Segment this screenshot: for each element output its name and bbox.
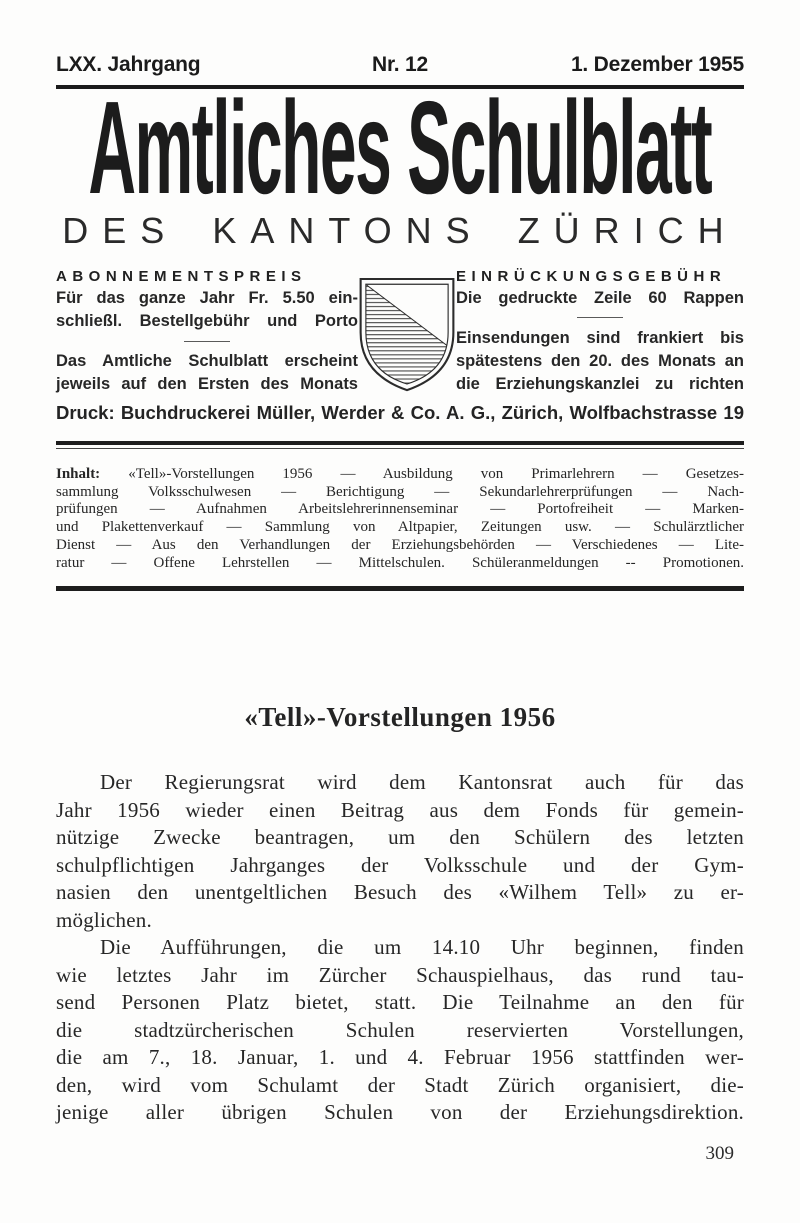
toc-line: ratur — Offene Lehrstellen — Mittelschulen. Schüleranmeldungen -- Promotionen. (56, 554, 744, 571)
divider (184, 341, 230, 342)
toc-line: Dienst — Aus den Verhandlungen der Erziehungsbehörden — Verschiedenes — Lite- (56, 536, 744, 553)
insertion-fee-line: Die gedruckte Zeile 60 Rappen (456, 289, 744, 307)
newspaper-title-text: Amtliches Schulblatt (88, 74, 712, 221)
issue-number: Nr. 12 (372, 53, 429, 76)
insertion-fee-heading: EINRÜCKUNGSGEBÜHR (456, 268, 727, 285)
toc-line: und Plakettenverkauf — Sammlung von Altpapier, Zeitungen usw. — Schulärztlicher (56, 519, 744, 536)
article-body (56, 769, 744, 1127)
submission-line: Einsendungen sind frankiert bis (456, 329, 744, 347)
newspaper-subtitle: DES KANTONS ZÜRICH (62, 210, 738, 251)
paragraph-line: die stadtzürcherischen Schulen reservierten Vorstellungen, (56, 1017, 744, 1042)
page-number: 309 (705, 1143, 734, 1164)
toc-label: Inhalt: (56, 466, 101, 482)
paragraph-line: Jahr 1956 wieder einen Beitrag aus dem Fonds für gemein- (56, 797, 744, 822)
paragraph-line: nützige Zwecke beantragen, um den Schülern des letzten (56, 825, 744, 850)
volume-label: LXX. Jahrgang (56, 53, 201, 76)
paragraph-line: nasien den unentgeltlichen Besuch des «Wilhem Tell» zu er- (56, 880, 744, 905)
subscription-heading: ABONNEMENTSPREIS (56, 268, 307, 285)
paragraph-line: send Personen Platz bietet, statt. Die Teilnahme an den für (56, 990, 744, 1015)
article-title: «Tell»-Vorstellungen 1956 (244, 702, 556, 733)
imprint-block (56, 267, 744, 400)
publication-line: jeweils auf den Ersten des Monats (56, 375, 358, 393)
table-of-contents (56, 466, 744, 572)
subscription-line: Für das ganze Jahr Fr. 5.50 ein- (56, 289, 358, 307)
toc-line (56, 466, 744, 484)
toc-line: prüfungen — Aufnahmen Arbeitslehrerinnenseminar — Portofreiheit — Marken- (56, 501, 744, 518)
paragraph-line: Der Regierungsrat wird dem Kantonsrat auch für das (100, 770, 744, 795)
divider (577, 317, 623, 318)
toc-text: «Tell»-Vorstellungen 1956 — Ausbildung von Primarlehrern — Gesetzes- (128, 466, 744, 482)
paragraph-line: die am 7., 18. Januar, 1. und 4. Februar 1956 stattfinden wer- (56, 1045, 744, 1070)
subscription-line: schließl. Bestellgebühr und Porto (56, 312, 358, 330)
paragraph-line: möglichen. (56, 907, 152, 932)
newspaper-title (56, 74, 744, 221)
subscription-info (56, 267, 358, 400)
paragraph-line: Die Aufführungen, die um 14.10 Uhr beginnen, finden (100, 935, 744, 960)
zurich-coat-of-arms-icon (358, 267, 456, 400)
paragraph-line: jenige aller übrigen Schulen von der Erziehungsdirektion. (56, 1100, 744, 1125)
section-divider (56, 586, 744, 591)
paragraph-line: schulpflichtigen Jahrganges der Volksschule und der Gym- (56, 852, 744, 877)
section-divider (56, 441, 744, 449)
submission-line: die Erziehungskanzlei zu richten (456, 375, 744, 393)
toc-line: sammlung Volksschulwesen — Berichtigung — Sekundarlehrerprüfungen — Nach- (56, 483, 744, 500)
paragraph-line: wie letztes Jahr im Zürcher Schauspielhaus, das rund tau- (56, 962, 744, 987)
masthead-row (56, 0, 744, 77)
issue-date: 1. Dezember 1955 (570, 53, 745, 76)
printer-line: Druck: Buchdruckerei Müller, Werder & Co. A. G., Zürich, Wolfbachstrasse 19 (56, 402, 744, 423)
publication-line: Das Amtliche Schulblatt erscheint (56, 352, 358, 370)
insertion-fee-info (456, 267, 744, 400)
submission-line: spätestens den 20. des Monats an (456, 352, 744, 370)
paragraph-line: den, wird vom Schulamt der Stadt Zürich organisiert, die- (56, 1072, 744, 1097)
